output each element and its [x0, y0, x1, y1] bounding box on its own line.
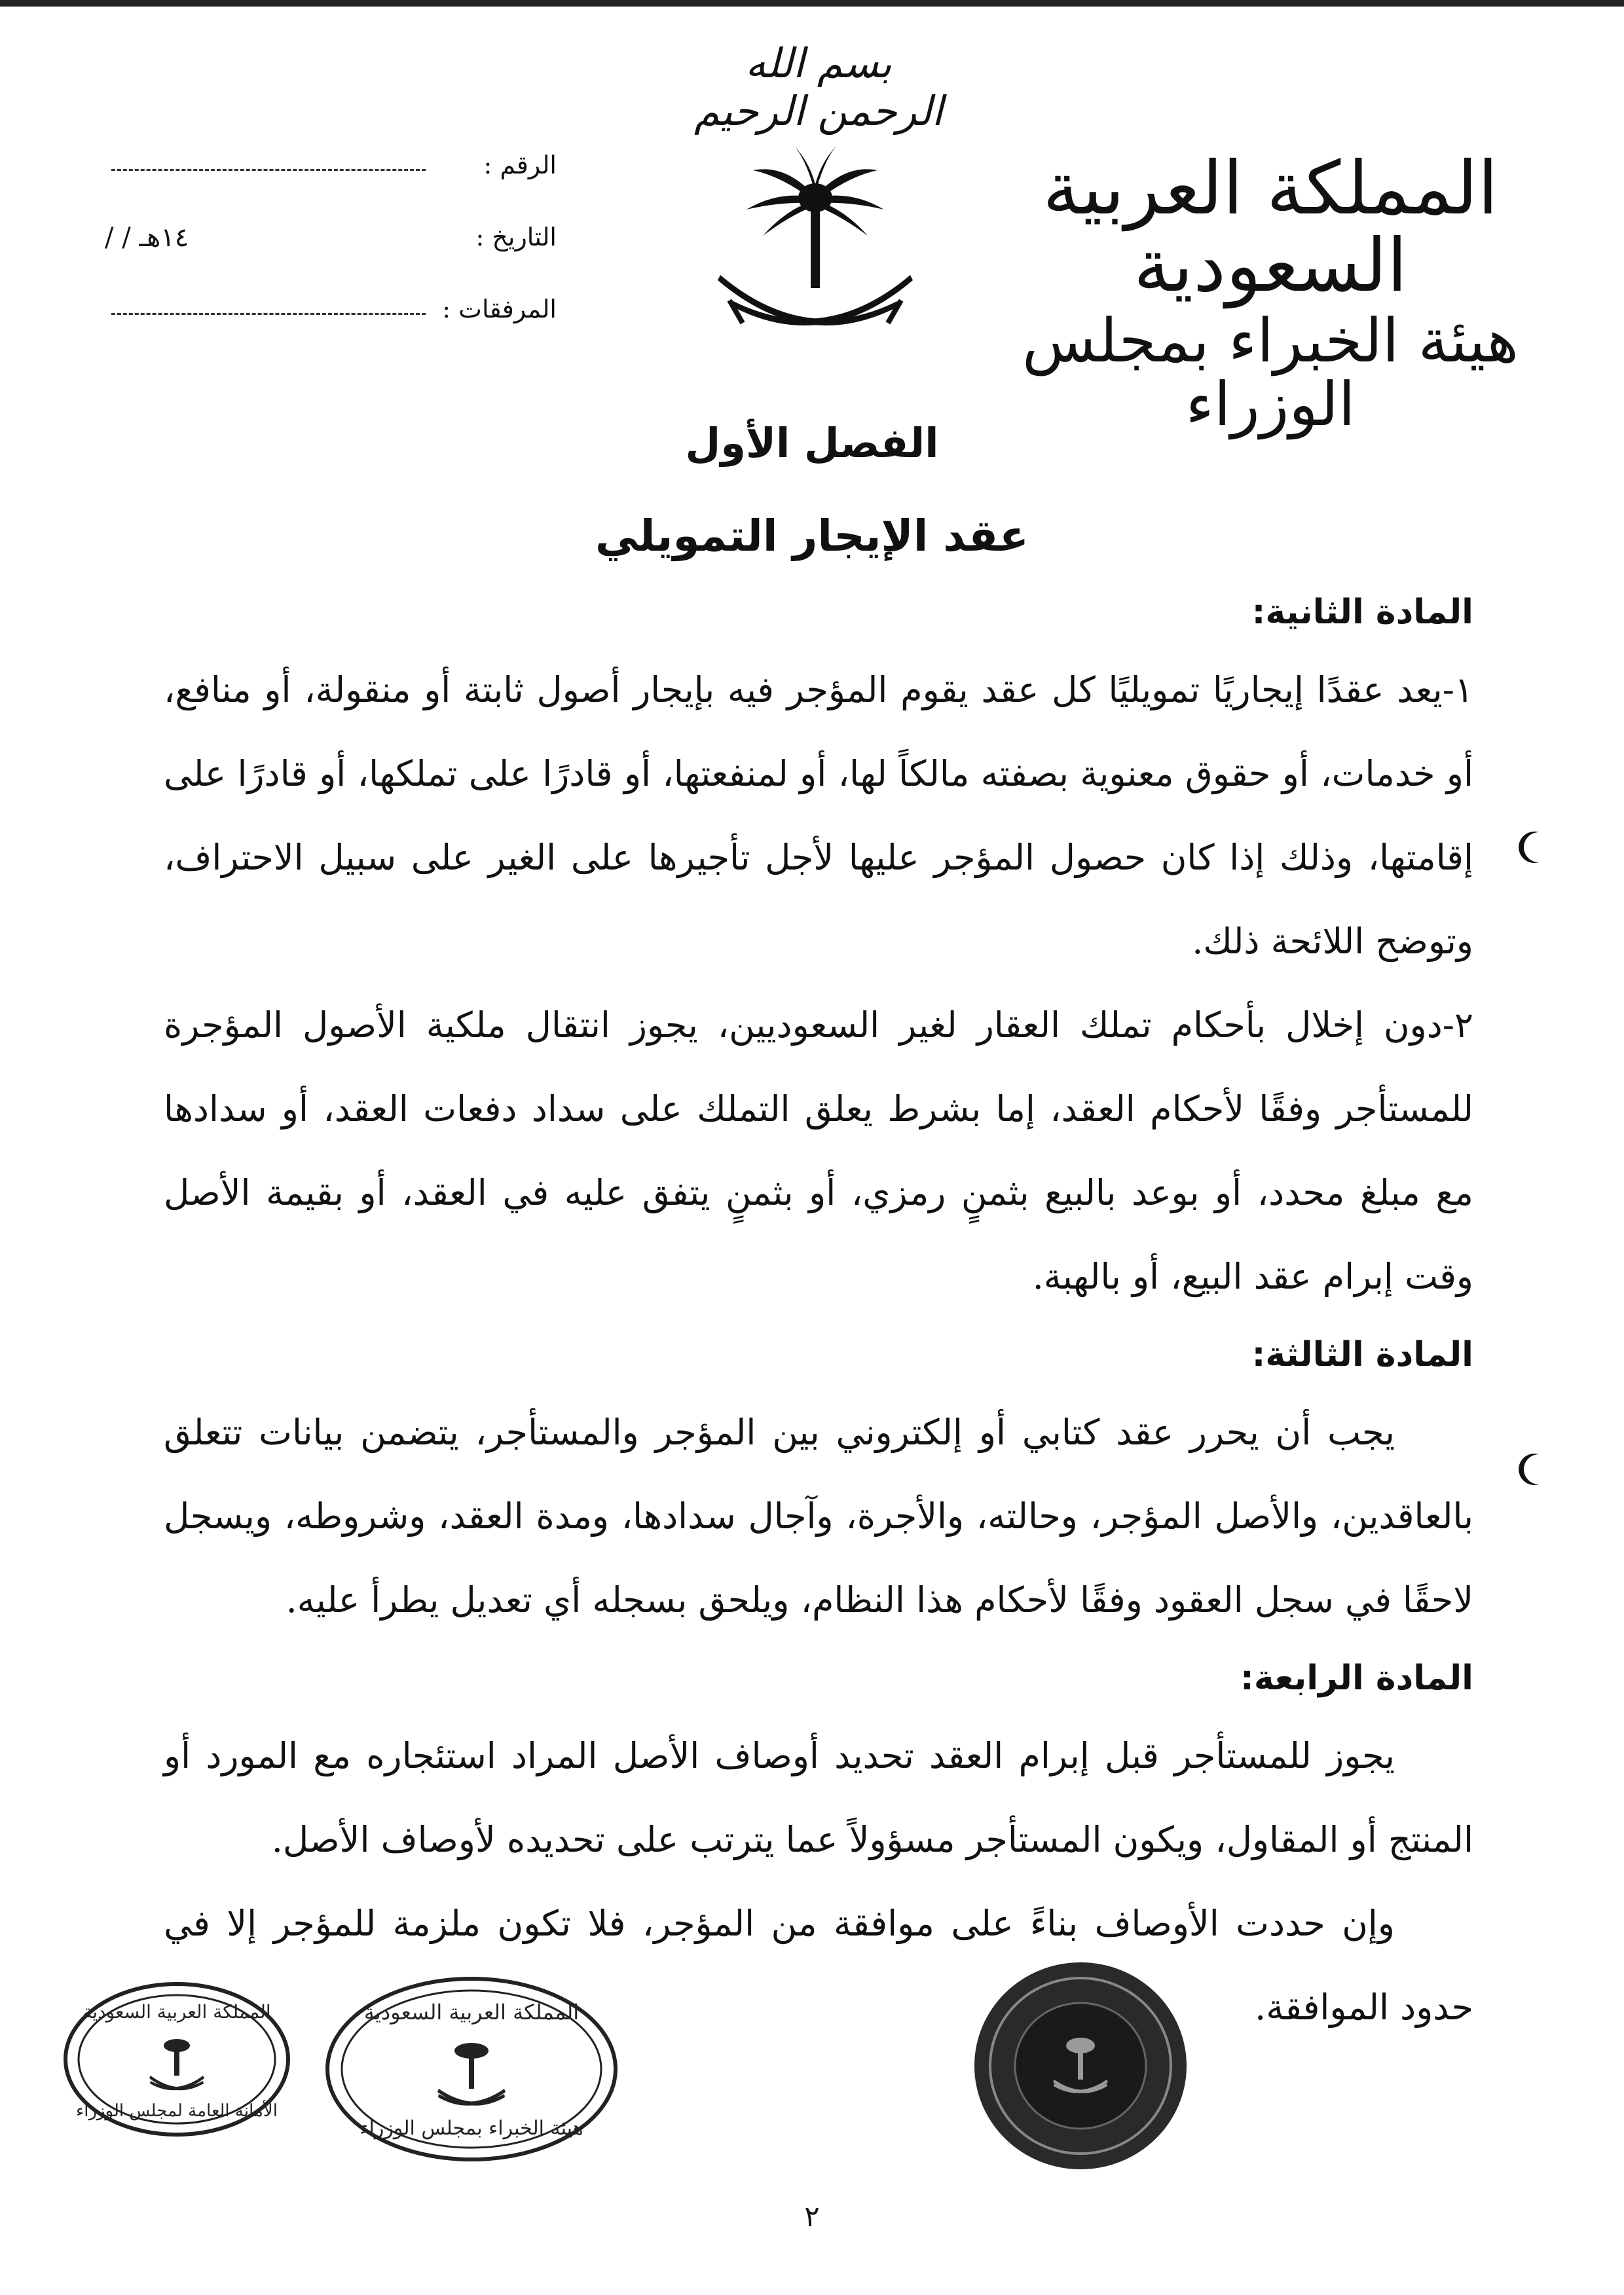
reference-block — [98, 138, 557, 354]
date-value: / / ١٤هـ — [105, 223, 189, 253]
attachments-row — [98, 282, 557, 354]
date-row — [98, 210, 557, 282]
org-name-line2: هيئة الخبراء بمجلس الوزراء — [1022, 306, 1519, 439]
stamp-text-line2: الأمانة العامة لمجلس الوزراء — [76, 2101, 278, 2121]
article-item: ٢-دون إخلال بأحكام تملك العقار لغير السعوديين، يجوز انتقال ملكية الأصول المؤجرة للمستأجر وفقًا لأحكام العقد، إما بشرط يعلق التملك على سداد دفعات العقد، أو سدادها مع مبلغ محدد، أو بوعد بالبيع بثمنٍ رمزي، أو بثمنٍ يتفق عليه في العقد، أو بقيمة الأصل وقت إبرام عقد البيع، أو بالهبة. — [164, 1004, 1473, 1297]
stamp-text-line2: هيئة الخبراء بمجلس الوزراء — [360, 2117, 583, 2140]
chapter-subtitle: عقد الإيجار التمويلي — [595, 511, 1029, 561]
stamp-text-line1: المملكة العربية السعودية — [363, 2000, 580, 2025]
article-paragraph: يجب أن يحرر عقد كتابي أو إلكتروني بين المؤجر والمستأجر، يتضمن بيانات تتعلق بالعاقدين، والأصل المؤجر، وحالته، والأجرة، وآجال سدادها، ومدة العقد، وشروطه، ويسجل لاحقًا في سجل العقود وفقًا لأحكام هذا النظام، ويلحق بسجله أي تعديل يطرأ عليه. — [164, 1412, 1473, 1621]
reference-number-line — [111, 169, 426, 171]
general-secretariat-stamp — [59, 1977, 295, 2141]
organization-header — [1022, 146, 1519, 439]
article-two — [164, 576, 1473, 1319]
chapter-title: الفصل الأول — [685, 419, 939, 467]
binder-hole-mark — [1513, 828, 1551, 866]
article-three — [164, 1319, 1473, 1642]
experts-commission-stamp — [321, 1971, 622, 2167]
attachments-label: المرفقات : — [442, 295, 557, 323]
binder-hole-mark — [1513, 1450, 1551, 1488]
article-title: المادة الثانية: — [1251, 593, 1473, 632]
date-label: التاريخ : — [475, 223, 557, 251]
attachments-line — [111, 313, 426, 315]
palm-swords-emblem — [707, 138, 923, 354]
article-paragraph: يجوز للمستأجر قبل إبرام العقد تحديد أوصاف الأصل المراد استئجاره مع المورد أو المنتج أو المقاول، ويكون المستأجر مسؤولاً عما يترتب على تحديده لأوصاف الأصل. — [164, 1735, 1473, 1860]
article-title: المادة الرابعة: — [1240, 1659, 1473, 1698]
org-name-line1: المملكة العربية السعودية — [1043, 146, 1498, 308]
article-item: ١-يعد عقدًا إيجاريًا تمويليًا كل عقد يقوم المؤجر فيه بإيجار أصول ثابتة أو منقولة، أو منافع، أو خدمات، أو حقوق معنوية بصفته مالكاً لها، أو لمنفعتها، أو قادرًا على تملكها، أو قادرًا على إقامتها، وذلك إذا كان حصول المؤجر عليها لأجل تأجيرها على الغير على سبيل الاحتراف، وتوضح اللائحة ذلك. — [164, 669, 1473, 962]
document-body — [164, 576, 1473, 2049]
reference-number-label: الرقم : — [483, 151, 557, 179]
page-number: ٢ — [804, 2200, 820, 2233]
reference-number-row — [98, 138, 557, 210]
article-paragraph: وإن حددت الأوصاف بناءً على موافقة من المؤجر، فلا تكون ملزمة للمؤجر إلا في حدود الموافقة. — [164, 1903, 1473, 2028]
basmala-text: بسم الله الرحمن الرحيم — [693, 39, 944, 135]
stamp-text-line1: المملكة العربية السعودية — [83, 2001, 271, 2023]
official-dark-seal — [969, 1958, 1192, 2174]
top-border-line — [0, 0, 1624, 7]
article-title: المادة الثالثة: — [1251, 1335, 1473, 1374]
